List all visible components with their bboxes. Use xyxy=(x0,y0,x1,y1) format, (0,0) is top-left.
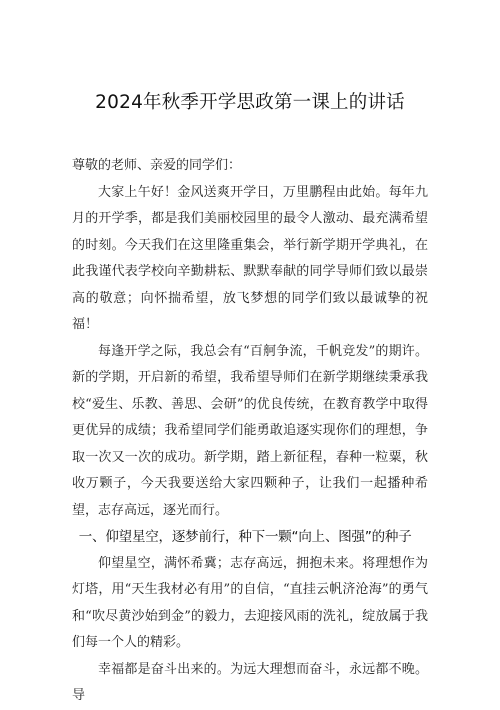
paragraph: 仰望星空，满怀希冀；志存高远，拥抱未来。将理想作为灯塔，用“天生我材必有用”的自信，“直挂云帆济沧海”的勇气和“吹尽黄沙始到金”的毅力，去迎接风雨的洗礼，绽放属于我们每一个人的精彩。 xyxy=(72,555,428,650)
salutation: 尊敬的老师、亲爱的同学们： xyxy=(72,158,242,173)
paragraph: 幸福都是奋斗出来的。为远大理想而奋斗，永远都不晚。导 xyxy=(72,661,428,703)
paragraph: 大家上午好！金风送爽开学日，万里鹏程由此始。每年九月的开学季，都是我们美丽校园里的最令人激动、最充满希望的时刻。今天我们在这里隆重集会，举行新学期开学典礼，在此我谨代表学校向辛勤耕耘、默默奉献的同学导师们致以最崇高的敬意；向怀揣希望，放飞梦想的同学们致以最诚挚的祝福！ xyxy=(72,184,428,332)
paragraph: 每逢开学之际，我总会有“百舸争流，千帆竞发”的期许。新的学期，开启新的希望，我希望导师们在新学期继续秉承我校“爱生、乐教、善思、会研”的优良传统，在教育教学中取得更优异的成绩；我希望同学们能勇敢追逐实现你们的理想，争取一次又一次的成功。新学期，踏上新征程，春种一粒粟，秋收万颗子，今天我要送给大家四颗种子，让我们一起播种希望，志存高远，逐光而行。 xyxy=(72,343,428,518)
section-heading: 一、仰望星空，逐梦前行，种下一颗“向上、图强”的种子 xyxy=(78,529,412,545)
document-title: 2024年秋季开学思政第一课上的讲话 xyxy=(95,92,405,113)
document-body xyxy=(72,153,428,710)
